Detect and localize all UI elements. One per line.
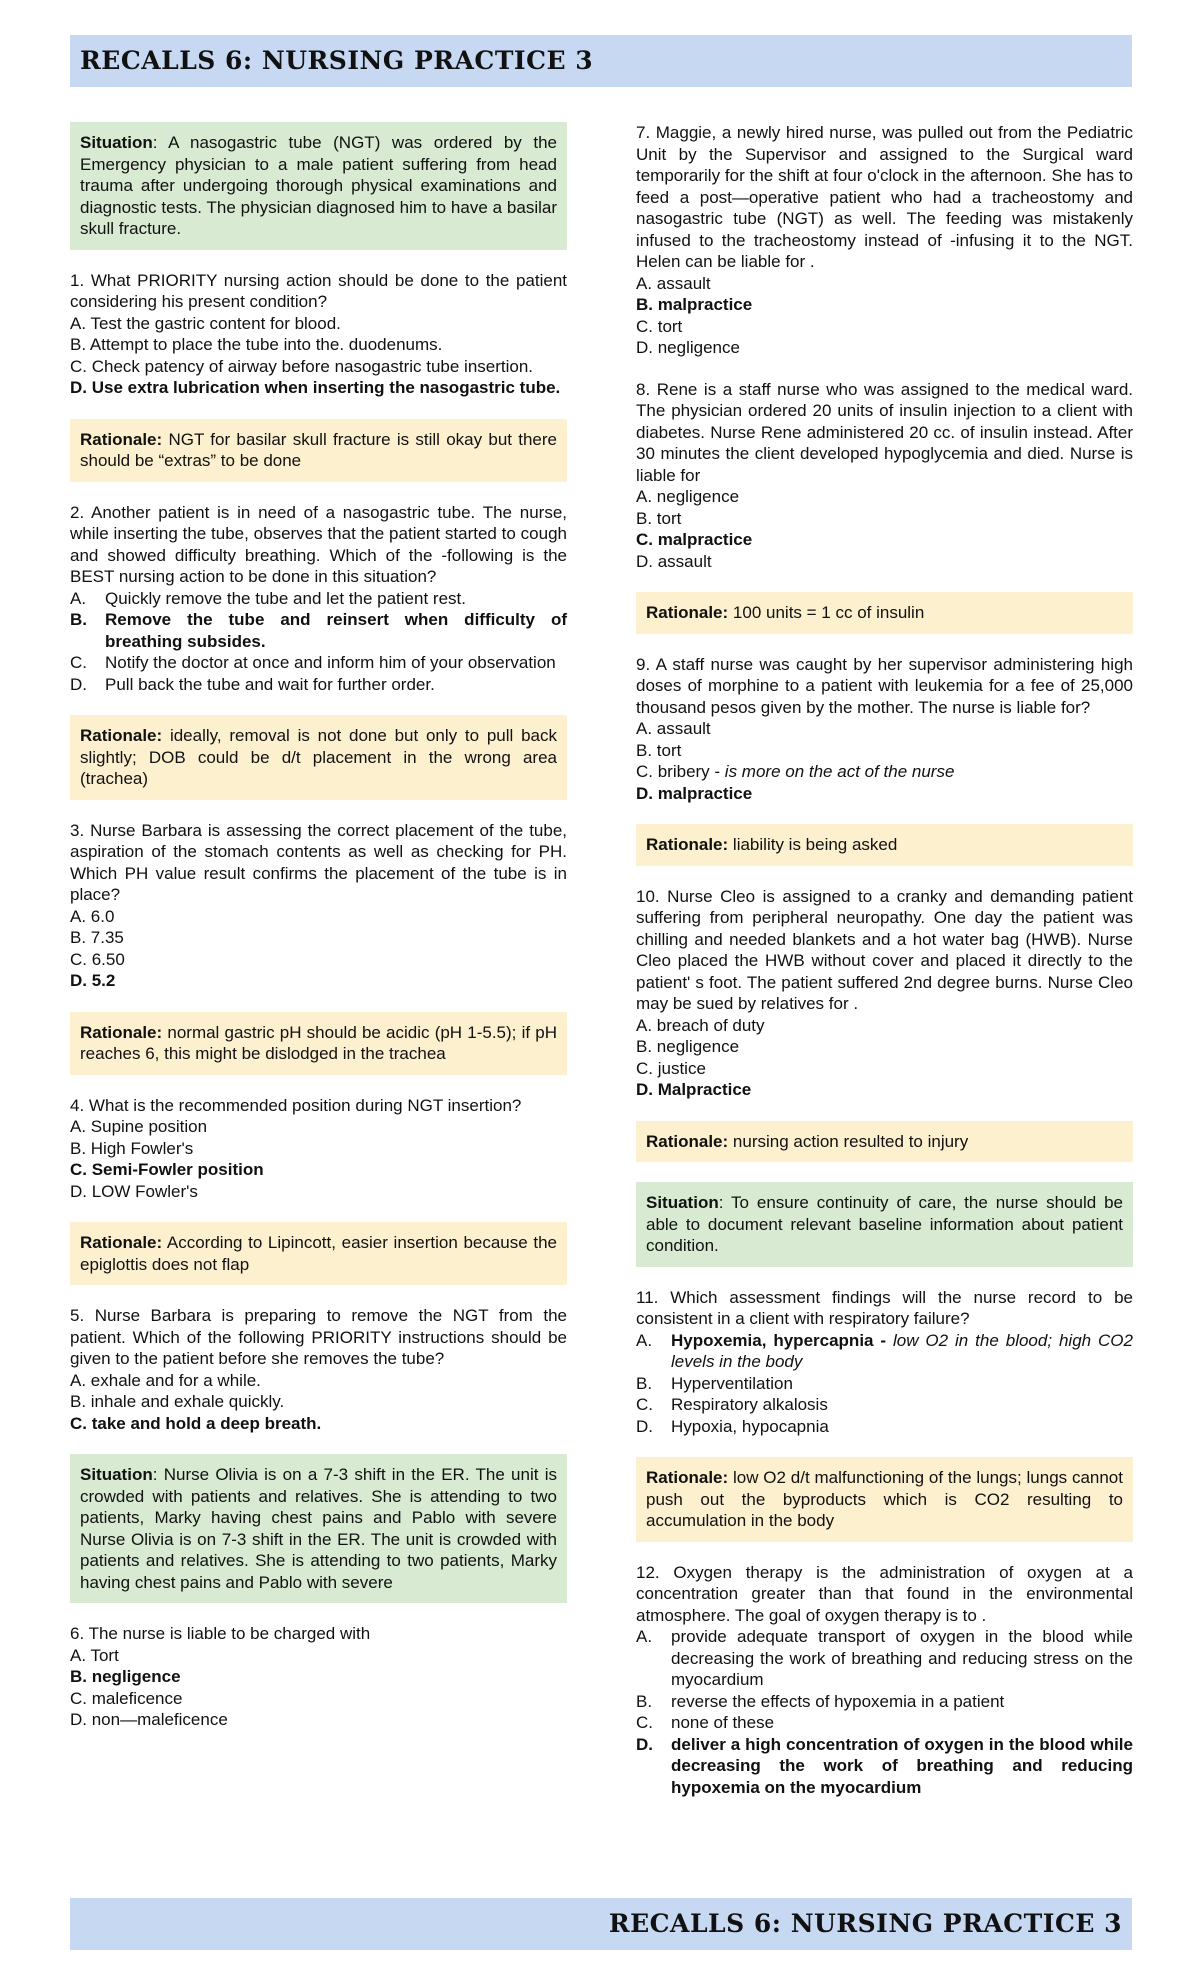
question-5 — [70, 1305, 567, 1434]
option-text: Notify the doctor at once and inform him of your observation — [105, 653, 556, 672]
option-note: low O2 in the blood; high CO2 levels in the body — [671, 1330, 1133, 1371]
option-d-answer: D. malpractice — [636, 783, 753, 803]
rationale-label: Rationale: — [646, 1468, 729, 1487]
option-letter: D. — [636, 1734, 653, 1754]
question-stem: 7. Maggie, a newly hired nurse, was pulled out from the Pediatric Unit by the Supervisor and assigned to the Surgical ward temporarily for the shift at four o'clock in the afternoon. She has to feed a post—operative patient who had a tracheostomy and nasogastric tube (NGT) as well. The feeding was mistakenly infused to the tracheostomy instead of -infusing it to the NGT. Helen can be liable for . — [636, 123, 1133, 271]
option-a: A. Supine position — [70, 1117, 208, 1136]
rationale-box — [636, 1121, 1133, 1163]
option-b: B. High Fowler's — [70, 1138, 194, 1158]
situation-box: Situation: Nurse Olivia is on a 7-3 shift in the ER. The unit is crowded with patients and relatives. She is attending to two patients, Marky having chest pains and Pablo with severe Nurse Olivia is on 7-3 shift in the ER. The unit is crowded with patients and relatives. She is attending to two patients, Marky having chest pains and Pablo with severe — [70, 1454, 567, 1603]
question-9 — [636, 654, 1133, 805]
option-d: D. LOW Fowler's — [70, 1181, 198, 1201]
option-letter: B. — [636, 1373, 653, 1393]
option-text: provide adequate transport of oxygen in the blood while decreasing the work of breathing and reducing stress on the myocardium — [671, 1627, 1133, 1689]
option-d-answer: D. Use extra lubrication when inserting the nasogastric tube. — [70, 378, 561, 397]
right-column — [636, 122, 1133, 1818]
option-text: Respiratory alkalosis — [671, 1395, 828, 1414]
footer-title: RECALLS 6: NURSING PRACTICE 3 — [608, 1909, 1122, 1939]
question-4 — [70, 1095, 567, 1203]
option-letter: C. — [636, 1713, 653, 1732]
option-d-answer — [636, 1734, 1133, 1799]
option-c: C. 6.50 — [70, 949, 125, 969]
question-stem: 8. Rene is a staff nurse who was assigned to the medical ward. The physician ordered 20 units of insulin injection to a client with diabetes. Nurse Rene administered 20 cc. of insulin instead. After 30 minutes the client developed hypoglycemia and died. Nurse is liable for — [636, 379, 1133, 485]
question-7 — [636, 122, 1133, 359]
option-note: is more on the act of the nurse — [724, 762, 955, 781]
option-text: reverse the effects of hypoxemia in a patient — [671, 1691, 1005, 1711]
option-b: B. 7.35 — [70, 928, 124, 947]
option-b — [636, 1691, 1133, 1713]
rationale-label: Rationale: — [646, 603, 729, 622]
situation-text: To ensure continuity of care, the nurse should be able to document relevant baseline information about patient condition. — [646, 1193, 1124, 1255]
rationale-text: liability is being asked — [732, 835, 898, 854]
situation-box: Situation: To ensure continuity of care, the nurse should be able to document relevant baseline information about patient condition. — [636, 1182, 1133, 1267]
option-c: C. maleficence — [70, 1688, 183, 1708]
question-3 — [70, 820, 567, 992]
option-d — [70, 674, 567, 696]
question-10 — [636, 886, 1133, 1101]
option-b: B. Attempt to place the tube into the. duodenums. — [70, 335, 443, 354]
option-a: A. 6.0 — [70, 906, 115, 926]
rationale-box — [70, 419, 567, 482]
option-answer-text: Hypoxemia, hypercapnia - — [671, 1330, 893, 1350]
option-b-answer: B. negligence — [70, 1667, 181, 1686]
option-c — [636, 1712, 1133, 1734]
situation-text: A nasogastric tube (NGT) was ordered by the Emergency physician to a male patient suffering from head trauma after undergoing thorough physical examinations and diagnostic tests. The physician diagnosed him to have a basilar skull fracture. — [80, 133, 557, 238]
situation-label: Situation — [646, 1193, 719, 1212]
option-b-answer: B. malpractice — [636, 295, 753, 314]
question-stem: 12. Oxygen therapy is the administration of oxygen at a concentration greater than that found in the environmental atmosphere. The goal of oxygen therapy is to . — [636, 1562, 1133, 1625]
option-letter: B. — [70, 610, 87, 629]
option-text: Hypoxia, hypocapnia — [671, 1416, 829, 1436]
rationale-text: NGT for basilar skull fracture is still okay but there should be “extras” to be done — [80, 429, 557, 470]
question-8 — [636, 379, 1133, 573]
situation-box: Situation: A nasogastric tube (NGT) was ordered by the Emergency physician to a male patient suffering from head trauma after undergoing thorough physical examinations and diagnostic tests. The physician diagnosed him to have a basilar skull fracture. — [70, 122, 567, 250]
rationale-label: Rationale: — [80, 429, 163, 449]
option-a: A. assault — [636, 273, 711, 293]
option-b: B. tort — [636, 508, 682, 528]
question-2 — [70, 502, 567, 696]
option-a: A. breach of duty — [636, 1015, 765, 1035]
option-text: none of these — [671, 1713, 775, 1732]
question-stem: 3. Nurse Barbara is assessing the correct placement of the tube, aspiration of the stomach contents as well as checking for PH. Which PH value result confirms the placement of the tube is in place? — [70, 820, 567, 904]
rationale-box — [70, 1222, 567, 1285]
rationale-text: 100 units = 1 cc of insulin — [732, 603, 925, 622]
option-text — [671, 1330, 1133, 1373]
rationale-label: Rationale: — [80, 1233, 163, 1252]
option-a — [70, 588, 567, 610]
rationale-label: Rationale: — [646, 1131, 729, 1151]
option-d: D. non—maleficence — [70, 1710, 228, 1729]
option-c-answer: C. malpractice — [636, 530, 753, 549]
option-b — [636, 1373, 1133, 1395]
rationale-box — [636, 824, 1133, 866]
left-column — [70, 122, 567, 1751]
question-stem: 1. What PRIORITY nursing action should be done to the patient considering his present condition? — [70, 270, 567, 311]
option-d-answer: D. 5.2 — [70, 971, 116, 990]
rationale-text: normal gastric pH should be acidic (pH 1-5.5); if pH reaches 6, this might be dislodged in the trachea — [80, 1022, 557, 1063]
rationale-box — [636, 1457, 1133, 1542]
question-stem: 11. Which assessment findings will the nurse record to be consistent in a client with respiratory failure? — [636, 1287, 1133, 1328]
option-a — [636, 1626, 1133, 1691]
rationale-text: nursing action resulted to injury — [732, 1131, 969, 1151]
option-b: B. inhale and exhale quickly. — [70, 1392, 285, 1411]
question-stem: 9. A staff nurse was caught by her supervisor administering high doses of morphine to a patient with leukemia for a fee of 25,000 thousand pesos given by the mother. The nurse is liable for? — [636, 654, 1133, 717]
rationale-box — [636, 592, 1133, 634]
option-text: Hyperventilation — [671, 1373, 793, 1393]
option-text: deliver a high concentration of oxygen in the blood while decreasing the work of breathing and reducing hypoxemia on the myocardium — [671, 1734, 1133, 1797]
option-c: C. justice — [636, 1058, 706, 1078]
option-text: Remove the tube and reinsert when difficulty of breathing subsides. — [105, 610, 567, 651]
rationale-box — [70, 1012, 567, 1075]
question-stem: 5. Nurse Barbara is preparing to remove the NGT from the patient. Which of the following PRIORITY instructions should be given to the patient before she removes the tube? — [70, 1306, 567, 1368]
option-letter: C. — [636, 1395, 653, 1414]
question-1 — [70, 270, 567, 399]
rationale-text: low O2 d/t malfunctioning of the lungs; lungs cannot push out the byproducts which is CO2 resulting to accumulation in the body — [646, 1468, 1123, 1530]
question-12 — [636, 1562, 1133, 1799]
page-header — [70, 35, 1132, 87]
option-letter: C. — [70, 653, 87, 672]
option-c: C. tort — [636, 316, 683, 336]
question-6 — [70, 1623, 567, 1731]
question-stem: 6. The nurse is liable to be charged with — [70, 1624, 371, 1643]
option-a: A. exhale and for a while. — [70, 1370, 261, 1390]
option-a: A. Tort — [70, 1645, 119, 1665]
question-stem: 4. What is the recommended position during NGT insertion? — [70, 1095, 522, 1115]
question-11 — [636, 1287, 1133, 1438]
option-a-answer — [636, 1330, 1133, 1373]
option-c-answer: C. take and hold a deep breath. — [70, 1413, 322, 1433]
option-text: C. bribery - — [636, 762, 725, 781]
option-b: B. tort — [636, 740, 682, 760]
option-d: D. assault — [636, 551, 712, 571]
option-c — [636, 761, 1133, 783]
option-c: C. Check patency of airway before nasogastric tube insertion. — [70, 356, 534, 376]
option-letter: D. — [70, 674, 87, 694]
option-c — [70, 652, 567, 674]
option-letter: D. — [636, 1416, 653, 1436]
option-a: A. negligence — [636, 487, 740, 506]
situation-text: Nurse Olivia is on a 7-3 shift in the ER. The unit is crowded with patients and relatives. She is attending to two patients, Marky having chest pains and Pablo with severe Nurse Olivia is on 7-3 shift in the ER. The unit is crowded with patients and relatives. She is attending to two patients, Marky having chest pains and Pablo with severe — [80, 1465, 558, 1592]
rationale-box — [70, 715, 567, 800]
question-stem: 2. Another patient is in need of a nasogastric tube. The nurse, while inserting the tube, observes that the patient started to cough and showed difficulty breathing. Which of the -following is the BEST nursing action to be done in this situation? — [70, 502, 567, 586]
option-a: A. assault — [636, 719, 711, 738]
option-c-answer: C. Semi-Fowler position — [70, 1160, 264, 1179]
page-footer — [70, 1898, 1132, 1950]
situation-label: Situation — [80, 1465, 153, 1484]
option-d — [636, 1416, 1133, 1438]
option-text: Quickly remove the tube and let the patient rest. — [105, 588, 466, 608]
option-b-answer — [70, 609, 567, 652]
option-d-answer: D. Malpractice — [636, 1080, 752, 1099]
option-b: B. negligence — [636, 1037, 740, 1056]
option-a: A. Test the gastric content for blood. — [70, 313, 341, 333]
option-c — [636, 1394, 1133, 1416]
rationale-label: Rationale: — [80, 1022, 163, 1042]
option-letter: B. — [636, 1691, 653, 1711]
option-letter: A. — [636, 1627, 653, 1646]
rationale-text: According to Lipincott, easier insertion because the epiglottis does not flap — [80, 1233, 557, 1274]
option-text: Pull back the tube and wait for further order. — [105, 674, 435, 694]
rationale-label: Rationale: — [646, 835, 729, 854]
option-d: D. negligence — [636, 338, 740, 357]
rationale-label: Rationale: — [80, 726, 163, 745]
question-stem: 10. Nurse Cleo is assigned to a cranky and demanding patient suffering from peripheral neuropathy. One day the patient was chilling and needed blankets and a hot water bag (HWB). Nurse Cleo placed the HWB without cover and placed it directly to the patient' s foot. The patient suffered 2nd degree burns. Nurse Cleo may be sued by relatives for . — [636, 886, 1133, 1013]
option-letter: A. — [636, 1330, 653, 1350]
header-title: RECALLS 6: NURSING PRACTICE 3 — [80, 46, 594, 76]
situation-label: Situation — [80, 133, 153, 152]
rationale-text: ideally, removal is not done but only to pull back slightly; DOB could be d/t placement in the wrong area (trachea) — [80, 726, 557, 788]
option-letter: A. — [70, 588, 87, 608]
